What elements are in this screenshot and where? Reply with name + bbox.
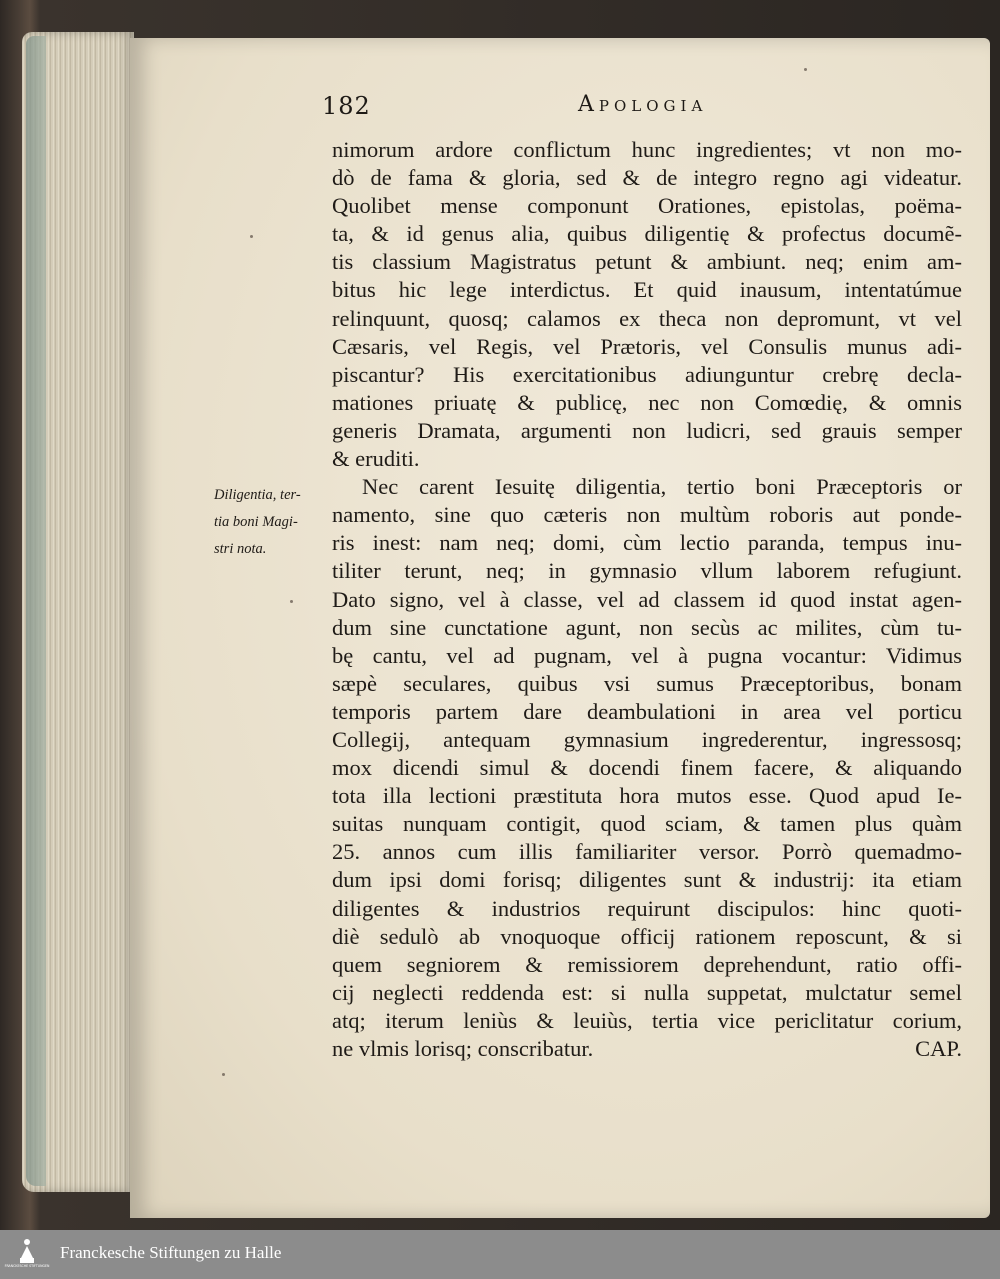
footer-label: Franckesche Stiftungen zu Halle bbox=[60, 1243, 282, 1262]
text-line: dum sine cunctatione agunt, non secùs ac milites, cùm tu- bbox=[332, 614, 962, 640]
margin-note-line: stri nota. bbox=[214, 541, 267, 557]
text-line: & eruditi. bbox=[332, 446, 420, 472]
text-line: ta, & id genus alia, quibus diligentię & profectus documẽ- bbox=[332, 221, 962, 247]
text-line: namento, sine quo cæteris non multùm roboris aut ponde- bbox=[332, 502, 962, 528]
paper-speck bbox=[290, 600, 293, 603]
text-line: generis Dramata, argumenti non ludicri, sed grauis semper bbox=[332, 417, 962, 443]
text-line: tiliter terunt, neq; in gymnasio vllum laborem refugiunt. bbox=[332, 558, 962, 584]
text-line: relinquunt, quosq; calamos ex theca non depromunt, vt vel bbox=[332, 305, 962, 331]
text-line: diè sedulò ab vnoquoque officij rationem reposcunt, & si bbox=[332, 923, 962, 949]
text-line: sæpè seculares, quibus vsi sumus Præceptoribus, bonam bbox=[332, 670, 962, 696]
text-line: temporis partem dare deambulationi in area vel porticu bbox=[332, 698, 962, 724]
institution-logo-icon bbox=[4, 1236, 50, 1272]
text-line: tis classium Magistratus petunt & ambiunt. neq; enim am- bbox=[332, 249, 962, 275]
page-number: 182 bbox=[322, 92, 371, 120]
footer-bar bbox=[0, 1230, 1000, 1279]
text-line: mationes priuatę & publicę, nec non Comœdię, & omnis bbox=[332, 389, 962, 415]
margin-note-line: Diligentia, ter- bbox=[214, 487, 301, 503]
text-line: bitus hic lege interdictus. Et quid inausum, intentatúmue bbox=[332, 277, 962, 303]
text-line: piscantur? His exercitationibus adiunguntur crebrę decla- bbox=[332, 361, 962, 387]
running-head: Apologia bbox=[578, 92, 708, 117]
logo-text: FRANCKESCHE STIFTUNGEN bbox=[4, 1264, 50, 1268]
text-line: diligentes & industrios requirunt discipulos: hinc quoti- bbox=[332, 895, 962, 921]
catchword: CAP. bbox=[915, 1036, 962, 1061]
text-line: suitas nunquam contigit, quod sciam, & tamen plus quàm bbox=[332, 811, 962, 837]
margin-note bbox=[214, 482, 334, 563]
text-line: bę cantu, vel ad pugnam, vel à pugna vocantur: Vidimus bbox=[332, 642, 962, 668]
text-line: Collegij, antequam gymnasium ingrederentur, ingressosq; bbox=[332, 726, 962, 752]
text-line: Quolibet mense componunt Orationes, epistolas, poëma- bbox=[332, 193, 962, 219]
paper-speck bbox=[222, 1073, 225, 1076]
text-line: dò de fama & gloria, sed & de integro regno agi videatur. bbox=[332, 165, 962, 191]
text-line-with-catchword bbox=[332, 1035, 962, 1063]
text-line: dum ipsi domi forisq; diligentes sunt & industrij: ita etiam bbox=[332, 867, 962, 893]
paper-speck bbox=[250, 235, 253, 238]
text-line: mox dicendi simul & docendi finem facere, & aliquando bbox=[332, 755, 962, 781]
text-line: 25. annos cum illis familiariter versor. Porrò quemadmo- bbox=[332, 839, 962, 865]
margin-note-line: tia boni Magi- bbox=[214, 514, 298, 530]
text-line: ne vlmis lorisq; conscribatur. bbox=[332, 1036, 594, 1061]
text-line: Cæsaris, vel Regis, vel Prætoris, vel Consulis munus adi- bbox=[332, 333, 962, 359]
body-text bbox=[332, 136, 962, 1063]
text-line: nimorum ardore conflictum hunc ingredientes; vt non mo- bbox=[332, 137, 962, 162]
text-line: atq; iterum leniùs & leuiùs, tertia vice periclitatur corium, bbox=[332, 1007, 962, 1033]
text-line: quem segniorem & remissiorem deprehendunt, ratio offi- bbox=[332, 951, 962, 977]
text-line: ris inest: nam neq; domi, cùm lectio paranda, tempus inu- bbox=[332, 530, 962, 556]
page-edges-tint bbox=[26, 36, 46, 1186]
text-line: cij neglecti reddenda est: si nulla suppetat, mulctatur semel bbox=[332, 979, 962, 1005]
text-line: Dato signo, vel à classe, vel ad classem id quod instat agen- bbox=[332, 586, 962, 612]
text-line: Nec carent Iesuitę diligentia, tertio boni Præceptoris or bbox=[362, 474, 962, 500]
paper-speck bbox=[804, 68, 807, 71]
text-line: tota illa lectioni præstituta hora mutos esse. Quod apud Ie- bbox=[332, 783, 962, 809]
